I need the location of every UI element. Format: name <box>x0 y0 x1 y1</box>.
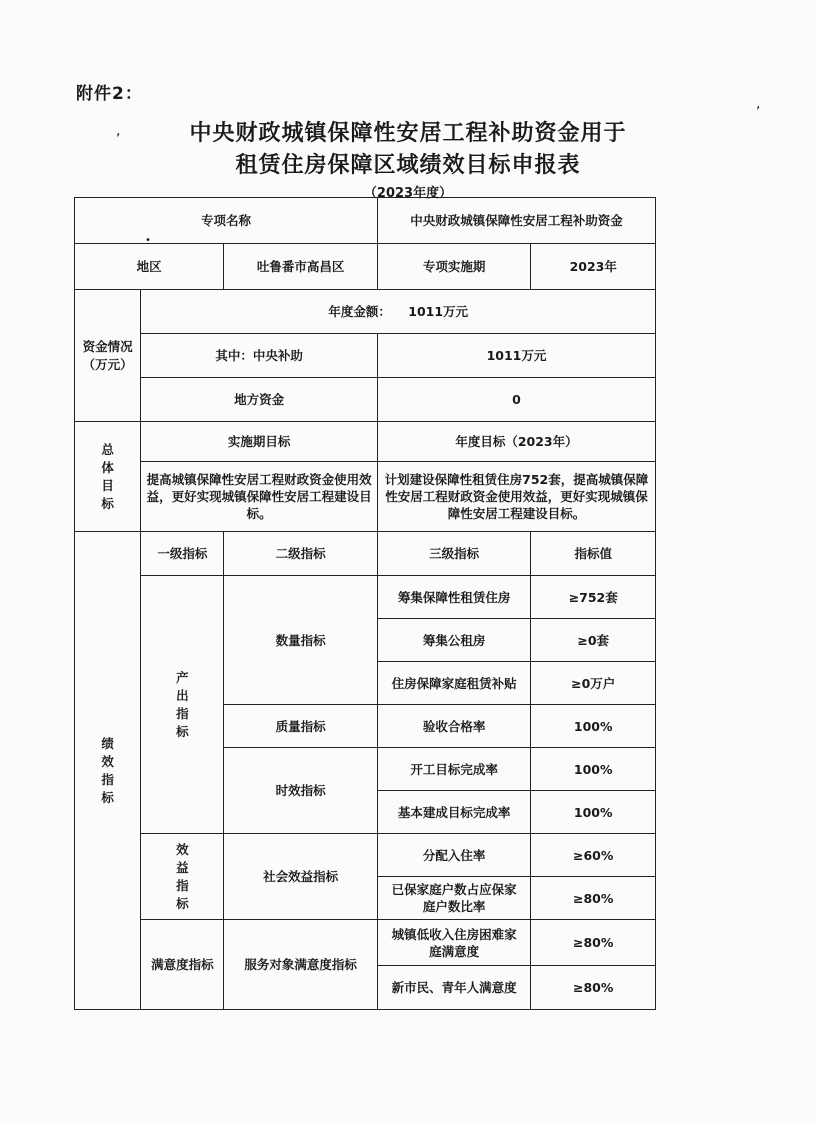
col-level3-header: 三级指标 <box>377 532 531 576</box>
quality-indicator-label: 质量指标 <box>224 705 378 748</box>
indicator-value: ≥0万户 <box>531 662 656 705</box>
local-funds-value: 0 <box>377 378 655 422</box>
indicator-name: 开工目标完成率 <box>377 748 531 791</box>
indicator-name: 住房保障家庭租赁补贴 <box>377 662 531 705</box>
scan-mark: , <box>756 96 761 112</box>
table-row <box>75 834 656 877</box>
table-row <box>75 290 656 334</box>
annual-goal-text: 计划建设保障性租赁住房752套，提高城镇保障性安居工程财政资金使用效益，更好实现城镇保障性安居工程建设目标。 <box>377 462 655 532</box>
benefit-indicator-label: 效益指标 <box>141 834 224 920</box>
indicator-name: 基本建成目标完成率 <box>377 791 531 834</box>
project-name-label: 专项名称 <box>75 198 378 244</box>
table-row <box>75 576 656 619</box>
output-indicator-label: 产出指标 <box>141 576 224 834</box>
performance-target-table <box>74 197 656 1010</box>
indicator-value: ≥60% <box>531 834 656 877</box>
table-row <box>75 244 656 290</box>
attachment-label: 附件2： <box>76 84 143 104</box>
indicator-value: ≥80% <box>531 966 656 1010</box>
central-subsidy-value: 1011万元 <box>377 334 655 378</box>
indicator-name: 新市民、青年人满意度 <box>377 966 531 1010</box>
document-year: （2023年度） <box>363 186 453 201</box>
document-title-line-1: 中央财政城镇保障性安居工程补助资金用于 <box>189 120 627 146</box>
annual-amount-label: 年度金额： <box>328 304 391 319</box>
indicator-value: ≥752套 <box>531 576 656 619</box>
performance-label: 绩效指标 <box>75 532 141 1010</box>
period-value: 2023年 <box>531 244 656 290</box>
indicator-name: 筹集保障性租赁住房 <box>377 576 531 619</box>
indicator-value: ≥0套 <box>531 619 656 662</box>
table-row <box>75 422 656 462</box>
indicator-value: 100% <box>531 791 656 834</box>
period-label: 专项实施期 <box>377 244 531 290</box>
timeliness-indicator-label: 时效指标 <box>224 748 378 834</box>
funds-label: 资金情况（万元） <box>75 290 141 422</box>
local-funds-label: 地方资金 <box>141 378 378 422</box>
table-row <box>75 198 656 244</box>
scan-mark: , <box>116 123 121 139</box>
annual-amount-cell <box>141 290 656 334</box>
indicator-value: ≥80% <box>531 920 656 966</box>
indicator-name: 验收合格率 <box>377 705 531 748</box>
col-value-header: 指标值 <box>531 532 656 576</box>
table-row <box>75 334 656 378</box>
overall-goal-label: 总体目标 <box>75 422 141 532</box>
period-goal-text: 提高城镇保障性安居工程财政资金使用效益，更好实现城镇保障性安居工程建设目标。 <box>141 462 378 532</box>
project-name-value: 中央财政城镇保障性安居工程补助资金 <box>377 198 655 244</box>
table-row <box>75 532 656 576</box>
annual-amount-value: 1011万元 <box>408 304 469 319</box>
indicator-name: 分配入住率 <box>377 834 531 877</box>
social-benefit-indicator-label: 社会效益指标 <box>224 834 378 920</box>
period-goal-label: 实施期目标 <box>141 422 378 462</box>
indicator-name: 城镇低收入住房困难家庭满意度 <box>377 920 531 966</box>
indicator-value: ≥80% <box>531 877 656 920</box>
central-subsidy-label: 其中：中央补助 <box>141 334 378 378</box>
table-row <box>75 462 656 532</box>
col-level2-header: 二级指标 <box>224 532 378 576</box>
scan-mark: • <box>145 235 151 246</box>
document-title-line-2: 租赁住房保障区域绩效目标申报表 <box>235 152 581 178</box>
table-row <box>75 378 656 422</box>
region-label: 地区 <box>75 244 224 290</box>
annual-goal-label: 年度目标（2023年） <box>377 422 655 462</box>
table-row <box>75 920 656 966</box>
indicator-name: 已保家庭户数占应保家庭户数比率 <box>377 877 531 920</box>
region-value: 吐鲁番市高昌区 <box>224 244 378 290</box>
service-satisfaction-indicator-label: 服务对象满意度指标 <box>224 920 378 1010</box>
quantity-indicator-label: 数量指标 <box>224 576 378 705</box>
satisfaction-indicator-label: 满意度指标 <box>141 920 224 1010</box>
indicator-name: 筹集公租房 <box>377 619 531 662</box>
indicator-value: 100% <box>531 748 656 791</box>
col-level1-header: 一级指标 <box>141 532 224 576</box>
indicator-value: 100% <box>531 705 656 748</box>
